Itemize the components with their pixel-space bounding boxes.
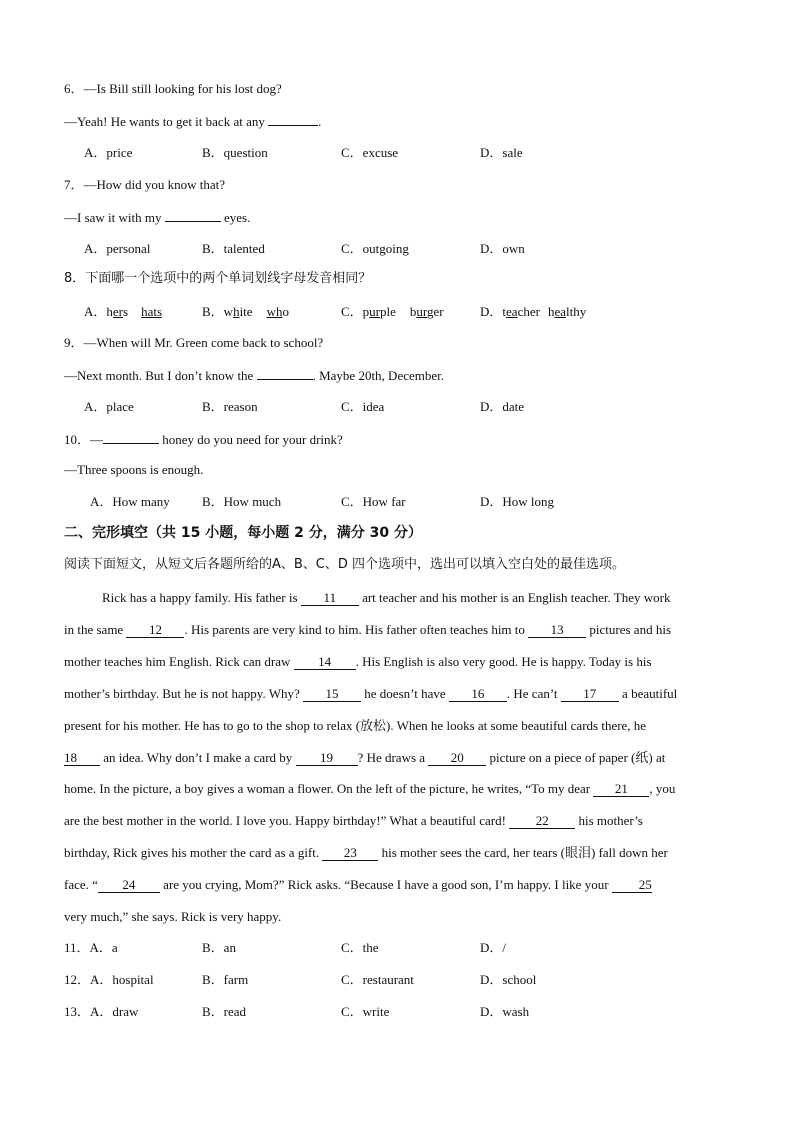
passage-text: . His English is also very good. He is happy. Today is his: [355, 654, 652, 669]
passage-text: are you crying, Mom?” Rick asks. “Because I have a good son, I’m happy. I like your: [159, 877, 612, 892]
q7-option-b[interactable]: B．talented: [202, 241, 265, 256]
q8-c-word1-pre: p: [362, 304, 370, 319]
q9-dialog-post: . Maybe 20th, December.: [312, 368, 444, 383]
q8-option-c-label: C．: [341, 304, 363, 319]
q13-option-b[interactable]: B．read: [202, 1004, 247, 1019]
passage-text: home. In the picture, a boy gives a woman a flower. On the left of the picture, he writes, “To my dear: [64, 781, 594, 796]
passage-text: mother’s birthday. But he is not happy. Why?: [64, 686, 304, 701]
blank-18: 18: [64, 751, 100, 766]
q8-b-word1-pre: w: [223, 304, 234, 319]
q11-option-c[interactable]: C．the: [341, 940, 379, 955]
q7-blank: [165, 209, 221, 222]
q6-option-a[interactable]: A．price: [84, 145, 133, 160]
q10-blank: [103, 431, 159, 444]
blank-22: 22: [509, 814, 575, 829]
passage-text: pictures and his: [586, 622, 671, 637]
passage-text: birthday, Rick gives his mother the card as a gift.: [64, 845, 323, 860]
q8-option-a-label: A．: [84, 304, 107, 319]
q6-blank: [268, 113, 318, 126]
passage-text: face. “: [64, 877, 98, 892]
q10-option-c[interactable]: C．How far: [341, 494, 406, 509]
q8-d-word1-post: cher: [517, 304, 540, 319]
q8-d-word2-post: lthy: [565, 304, 587, 319]
q6-option-d[interactable]: D．sale: [480, 145, 523, 160]
q8-option-d-label: D．: [480, 304, 503, 319]
q8-c-word1-underlined: ur: [369, 304, 381, 319]
q9-option-c[interactable]: C．idea: [341, 399, 385, 414]
q8-c-word2-underlined: ur: [416, 304, 428, 319]
q12-option-a[interactable]: 12．A．hospital: [64, 972, 154, 987]
passage-text: his mother sees the card, her tears (眼泪) fall down her: [378, 845, 668, 860]
q6-stem: 6．—Is Bill still looking for his lost dog?: [64, 81, 282, 96]
q12-option-c[interactable]: C．restaurant: [341, 972, 414, 987]
q10-option-d[interactable]: D．How long: [480, 494, 555, 509]
q12-option-d[interactable]: D．school: [480, 972, 537, 987]
blank-11: 11: [301, 591, 359, 606]
blank-17: 17: [561, 687, 619, 702]
section-2-title: 二、完形填空（共 15 小题，每小题 2 分，满分 30 分）: [64, 525, 422, 541]
blank-24: 24: [98, 878, 160, 893]
q13-option-d[interactable]: D．wash: [480, 1004, 530, 1019]
q8-b-word2-post: o: [282, 304, 289, 319]
passage-text: , you: [649, 781, 676, 796]
q8-b-word1-post: ite: [239, 304, 253, 319]
q9-dialog-pre: —Next month. But I don’t know the: [64, 368, 257, 383]
blank-25: 25: [612, 878, 652, 893]
q8-option-b[interactable]: [202, 304, 289, 320]
q8-option-a[interactable]: [84, 304, 177, 320]
passage-text: picture on a piece of paper (纸) at: [486, 750, 666, 765]
q8-d-word2-pre: h: [547, 304, 555, 319]
q8-a-word1-pre: h: [106, 304, 113, 319]
q7-option-a[interactable]: A．personal: [84, 241, 151, 256]
q9-option-b[interactable]: B．reason: [202, 399, 258, 414]
q8-d-word2-underlined: ea: [554, 304, 566, 319]
blank-13: 13: [528, 623, 586, 638]
passage-text: . He can’t: [506, 686, 561, 701]
passage-line-9: [64, 845, 730, 861]
q13-option-a[interactable]: 13．A．draw: [64, 1004, 139, 1019]
blank-20: 20: [428, 751, 486, 766]
passage-line-3: [64, 654, 730, 670]
q8-d-word1-underlined: ea: [506, 304, 518, 319]
q6-option-c[interactable]: C．excuse: [341, 145, 399, 160]
passage-text: Rick has a happy family. His father is: [102, 590, 301, 605]
q8-stem: 8．下面哪一个选项中的两个单词划线字母发音相同？: [64, 271, 372, 286]
blank-15: 15: [303, 687, 361, 702]
q9-blank: [257, 367, 313, 380]
q13-option-c[interactable]: C．write: [341, 1004, 390, 1019]
passage-text: he doesn’t have: [361, 686, 449, 701]
passage-line-2: [64, 622, 730, 638]
q8-c-word2-pre: b: [409, 304, 417, 319]
q6-dialog-post: .: [318, 114, 322, 129]
passage-text: ? He draws a: [357, 750, 429, 765]
passage-text: his mother’s: [575, 813, 643, 828]
q9-option-d[interactable]: D．date: [480, 399, 525, 414]
q9-option-a[interactable]: A．place: [84, 399, 134, 414]
q9-dialog: [64, 367, 444, 384]
blank-14: 14: [294, 655, 356, 670]
q10-stem-pre: 10．—: [64, 432, 104, 447]
q7-dialog-post: eyes.: [220, 210, 251, 225]
passage-text: in the same: [64, 622, 127, 637]
q11-option-a[interactable]: 11．A．a: [64, 940, 118, 955]
q8-option-c[interactable]: [341, 304, 444, 320]
q11-option-b[interactable]: B．an: [202, 940, 236, 955]
passage-line-7: [64, 781, 730, 797]
q8-b-word2-underlined: wh: [266, 304, 283, 319]
q7-dialog-pre: —I saw it with my: [64, 210, 165, 225]
section-2-instruction: 阅读下面短文，从短文后各题所给的A、B、C、D 四个选项中，选出可以填入空白处的最佳选项。: [64, 557, 626, 572]
passage-line-8: [64, 813, 730, 829]
q6-option-b[interactable]: B．question: [202, 145, 268, 160]
q10-stem: [64, 431, 343, 448]
q6-dialog: [64, 113, 321, 130]
q7-option-d[interactable]: D．own: [480, 241, 525, 256]
q8-c-word1-post: ple: [380, 304, 396, 319]
passage-text: mother teaches him English. Rick can draw: [64, 654, 294, 669]
blank-23: 23: [322, 846, 378, 861]
q7-option-c[interactable]: C．outgoing: [341, 241, 409, 256]
q7-dialog: [64, 209, 250, 226]
q8-c-word2-post: ger: [427, 304, 444, 319]
blank-16: 16: [449, 687, 507, 702]
blank-21: 21: [593, 782, 649, 797]
q8-a-word1-post: s: [123, 304, 129, 319]
q9-stem: 9．—When will Mr. Green come back to school?: [64, 335, 324, 350]
q10-option-b[interactable]: B．How much: [202, 494, 282, 509]
passage-text: art teacher and his mother is an English teacher. They work: [358, 590, 671, 605]
q10-stem-post: honey do you need for your drink?: [159, 432, 343, 447]
blank-19: 19: [296, 751, 358, 766]
passage-line-6: [64, 750, 730, 766]
q8-d-word1-pre: t: [502, 304, 507, 319]
q8-a-word1-underlined: er: [112, 304, 123, 319]
passage-text: a beautiful: [618, 686, 678, 701]
q8-b-word1-underlined: h: [233, 304, 240, 319]
passage-line-10: [64, 877, 730, 893]
q8-option-d[interactable]: [480, 304, 586, 320]
q8-a-word2: hats: [141, 304, 163, 319]
passage-text: . His parents are very kind to him. His father often teaches him to: [184, 622, 529, 637]
q12-option-b[interactable]: B．farm: [202, 972, 249, 987]
q10-option-a[interactable]: A．How many: [90, 494, 170, 509]
blank-12: 12: [126, 623, 184, 638]
q6-dialog-pre: —Yeah! He wants to get it back at any: [64, 114, 269, 129]
q7-stem: 7．—How did you know that?: [64, 177, 226, 192]
passage-line-4: [64, 686, 730, 702]
q11-option-d[interactable]: D．/: [480, 940, 507, 955]
passage-text: are the best mother in the world. I love you. Happy birthday!” What a beautiful card!: [64, 813, 510, 828]
passage-text: an idea. Why don’t I make a card by: [100, 750, 296, 765]
q8-option-b-label: B．: [202, 304, 224, 319]
passage-line-1: [64, 590, 730, 606]
q10-dialog: —Three spoons is enough.: [64, 462, 204, 477]
passage-line-5: present for his mother. He has to go to the shop to relax (放松). When he looks at some beautiful cards there, he: [64, 718, 647, 733]
passage-line-11: very much,” she says. Rick is very happy.: [64, 909, 282, 924]
